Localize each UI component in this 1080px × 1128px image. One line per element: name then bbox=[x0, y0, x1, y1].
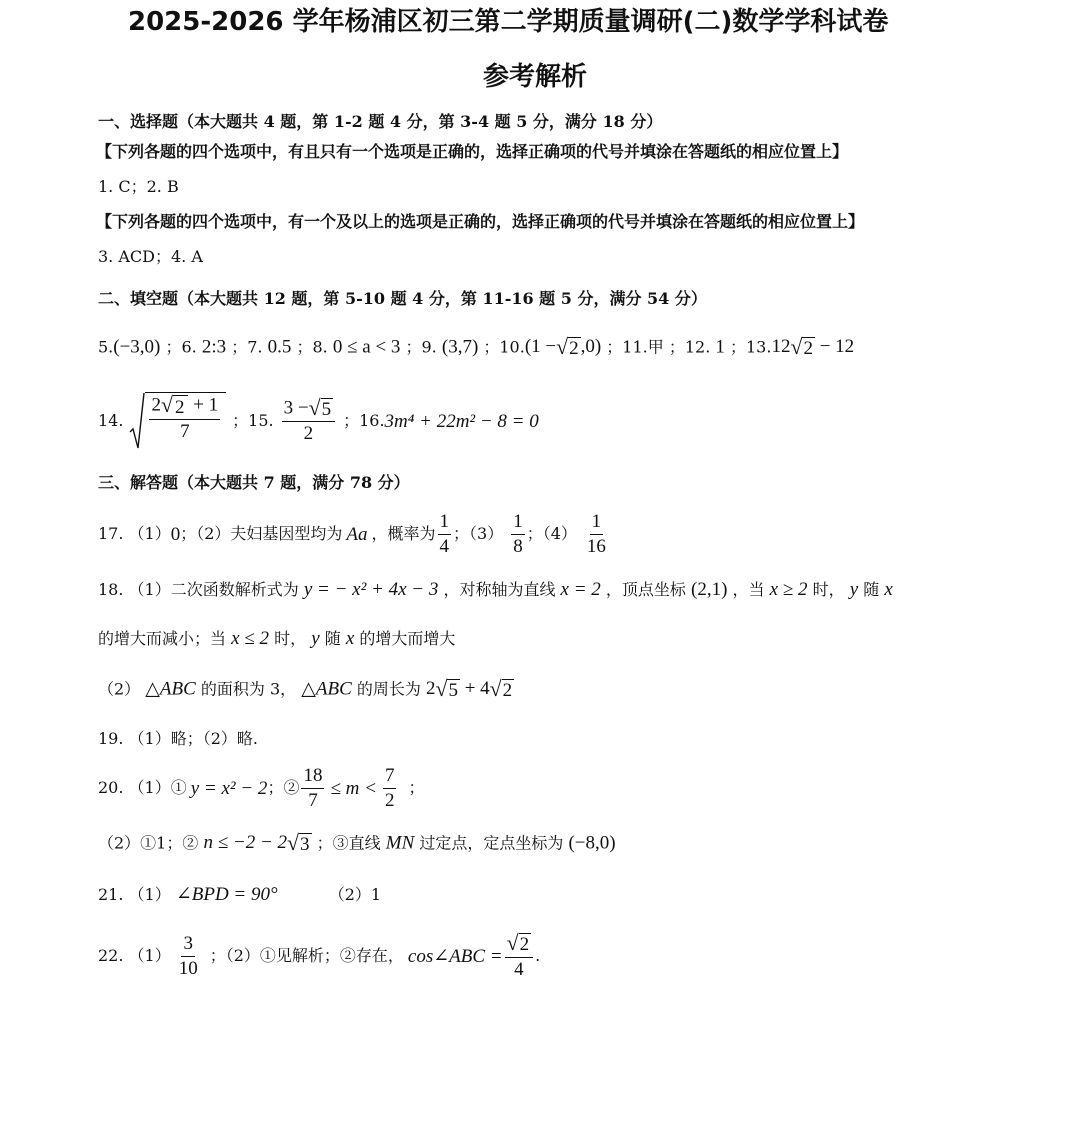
q18-sqrt1 bbox=[435, 679, 460, 701]
fill-blank-line1 bbox=[98, 337, 854, 359]
q16-answer: 3m⁴ + 22m² − 8 = 0 bbox=[384, 410, 539, 432]
q17-fraction1 bbox=[438, 512, 452, 557]
q12-answer: 1 bbox=[715, 336, 725, 358]
q14-numerator bbox=[149, 395, 220, 420]
q14-num-post: + 1 bbox=[188, 394, 219, 416]
q18-x2: x bbox=[345, 628, 355, 649]
q20-fixed-point: (−8,0) bbox=[568, 832, 616, 854]
q17-f2-num: 1 bbox=[511, 512, 525, 535]
radical-sign-icon: √ bbox=[506, 931, 519, 955]
q18-y1: y bbox=[849, 579, 859, 600]
q19-line: 19. （1）略；（2）略. bbox=[98, 729, 258, 748]
q14-num-coef: 2 bbox=[151, 394, 161, 416]
q22-text1: ；（2）①见解析；②存在， bbox=[209, 946, 404, 966]
q18-vertex: (2,1) bbox=[691, 579, 728, 600]
radical-sign-icon: √ bbox=[160, 393, 173, 417]
q6-label: ；6. bbox=[165, 337, 197, 357]
q20-radicand: 3 bbox=[300, 834, 310, 855]
page-subtitle: 参考解析 bbox=[483, 62, 588, 92]
q18-triangle1: △ABC bbox=[145, 678, 196, 700]
q22-f1-den: 10 bbox=[178, 957, 198, 979]
q20-f1-den: 7 bbox=[308, 789, 318, 811]
q7-label: ；7. bbox=[231, 337, 263, 357]
q15-sqrt bbox=[308, 395, 334, 420]
q20-part2-text1: ；③直线 bbox=[316, 833, 381, 853]
q14-label: 14. bbox=[98, 411, 124, 430]
q15-radicand: 5 bbox=[321, 398, 332, 420]
q18-perimeter bbox=[426, 678, 514, 699]
q11-label: ；11. bbox=[606, 337, 648, 357]
q13-answer bbox=[771, 336, 854, 357]
q18-text3: ，当 bbox=[732, 580, 765, 599]
q21-part2: （2）1 bbox=[328, 885, 382, 904]
q18-part2-text2: 的周长为 bbox=[356, 679, 421, 699]
q18-function: y = − x² + 4x − 3 bbox=[303, 579, 439, 600]
q22-line bbox=[98, 933, 540, 980]
q15-numerator bbox=[282, 395, 335, 423]
q17-fraction3 bbox=[585, 512, 608, 557]
q22-radicand: 2 bbox=[519, 934, 530, 955]
q9-label: ；9. bbox=[405, 337, 437, 357]
q18-line2-text4: 的增大而增大 bbox=[359, 629, 456, 648]
q20-label: 20. （1）① bbox=[98, 778, 187, 798]
q21-label: 21. （1） bbox=[98, 885, 171, 904]
q18-cond1: x ≥ 2 bbox=[769, 579, 808, 600]
q14-radicand bbox=[145, 392, 226, 450]
q20-line2 bbox=[98, 833, 616, 855]
section1-answers2: 3. ACD；4. A bbox=[98, 247, 203, 266]
q20-text2: ； bbox=[408, 778, 425, 798]
q18-text2: ，顶点坐标 bbox=[605, 580, 686, 599]
q17-f1-den: 4 bbox=[439, 535, 450, 557]
q18-perim-coef1: 2 bbox=[425, 678, 436, 700]
radical-sign-icon bbox=[129, 392, 145, 450]
q18-text1: ，对称轴为直线 bbox=[443, 580, 556, 599]
radical-sign-icon: √ bbox=[435, 677, 448, 701]
q21-line bbox=[98, 885, 381, 904]
q10-radicand: 2 bbox=[569, 338, 579, 359]
q17-f2-den: 8 bbox=[513, 535, 523, 557]
q20-f2-den: 2 bbox=[384, 789, 395, 811]
section2-heading: 二、填空题（本大题共 12 题，第 5-10 题 4 分，第 11-16 题 5 分，满分 54 分） bbox=[98, 289, 707, 308]
q20-sqrt bbox=[287, 833, 312, 855]
q18-radicand2: 2 bbox=[502, 680, 513, 701]
q18-text5: 随 bbox=[863, 580, 880, 599]
q13-pre: 12 bbox=[771, 336, 791, 358]
q20-expr2 bbox=[203, 832, 311, 853]
q12-label: ；12. bbox=[668, 337, 711, 357]
q10-pre: (1 − bbox=[524, 336, 557, 358]
page-title: 2025-2026 学年杨浦区初三第二学期质量调研(二)数学学科试卷 bbox=[128, 7, 889, 37]
q11-answer: 甲 bbox=[647, 337, 664, 357]
section1-note1: 【下列各题的四个选项中，有且只有一个选项是正确的，选择正确项的代号并填涂在答题纸的相应位置上】 bbox=[96, 142, 849, 161]
q15-denominator: 2 bbox=[303, 423, 314, 445]
q16-label: ；16. bbox=[343, 411, 385, 430]
q20-fraction1 bbox=[301, 766, 324, 811]
q20-fraction2 bbox=[383, 766, 397, 811]
q18-perim-coef2: + 4 bbox=[459, 678, 490, 700]
q20-f2-num: 7 bbox=[383, 766, 397, 789]
q5-label: 5. bbox=[98, 337, 114, 357]
q10-sqrt bbox=[556, 337, 581, 359]
q17-f3-num: 1 bbox=[590, 512, 604, 535]
q18-triangle2: △ABC bbox=[301, 678, 352, 700]
q22-cos: cos∠ABC = bbox=[407, 945, 503, 967]
q22-label: 22. （1） bbox=[98, 946, 171, 966]
q14-answer bbox=[129, 392, 226, 450]
q20-f1-num: 18 bbox=[301, 766, 324, 789]
section1-note2: 【下列各题的四个选项中，有一个及以上的选项是正确的，选择正确项的代号并填涂在答题纸的相应位置上】 bbox=[96, 212, 865, 231]
q13-radicand: 2 bbox=[803, 338, 813, 359]
q18-line2-text2: 时， bbox=[274, 629, 307, 648]
section1-heading: 一、选择题（本大题共 4 题，第 1-2 题 4 分，第 3-4 题 5 分，满分 18 分） bbox=[98, 112, 663, 131]
q14-inner-radicand: 2 bbox=[173, 395, 189, 417]
q20-part2-text2: 过定点，定点坐标为 bbox=[419, 833, 564, 853]
q18-x1: x bbox=[884, 579, 893, 600]
q14-inner-sqrt bbox=[161, 395, 189, 417]
q20-part2-label: （2）①1；② bbox=[98, 833, 199, 853]
q10-answer bbox=[525, 336, 601, 357]
q10-post: ,0) bbox=[580, 336, 602, 358]
radical-sign-icon: √ bbox=[308, 395, 321, 420]
q20-text1: ；② bbox=[267, 778, 300, 798]
q22-fraction2 bbox=[505, 933, 534, 980]
q18-text4: 时， bbox=[812, 580, 845, 599]
q10-label: ；10. bbox=[483, 337, 525, 357]
q13-label: ；13. bbox=[730, 337, 772, 357]
q22-fraction1 bbox=[177, 934, 200, 979]
q22-f2-num bbox=[505, 933, 534, 958]
q8-answer: 0 ≤ a < 3 bbox=[332, 336, 401, 358]
q18-line2-text3: 随 bbox=[324, 629, 341, 648]
q18-line1 bbox=[98, 580, 893, 599]
q15-answer bbox=[282, 395, 335, 445]
q22-sqrt bbox=[507, 933, 532, 955]
q17-f1-num: 1 bbox=[438, 512, 452, 535]
q20-inequality: ≤ m < bbox=[330, 777, 377, 799]
q20-expr1: y = x² − 2 bbox=[190, 777, 268, 799]
q17-part1-answer: 0 bbox=[170, 523, 181, 545]
q22-end: . bbox=[535, 946, 541, 966]
q14-denominator: 7 bbox=[180, 421, 190, 442]
q17-text4: ；（4） bbox=[526, 524, 577, 544]
q17-text2: ，概率为 bbox=[371, 524, 436, 544]
q18-axis: x = 2 bbox=[560, 579, 601, 600]
q17-fraction2 bbox=[511, 512, 525, 557]
radical-sign-icon: √ bbox=[287, 831, 300, 855]
q5-answer: (−3,0) bbox=[113, 336, 161, 358]
radical-sign-icon: √ bbox=[790, 335, 803, 359]
q17-label: 17. （1） bbox=[98, 524, 171, 544]
q13-post: − 12 bbox=[814, 336, 855, 358]
q18-line2 bbox=[98, 629, 455, 648]
q14-fraction bbox=[149, 395, 220, 442]
q17-genotype: Aa bbox=[346, 523, 368, 545]
q18-part2-label: （2） bbox=[98, 679, 141, 699]
q18-y2: y bbox=[311, 628, 320, 649]
q18-part2 bbox=[98, 679, 514, 701]
q18-part2-text1: 的面积为 3， bbox=[200, 679, 297, 699]
q18-line2-text1: 的增大而减小；当 bbox=[98, 629, 227, 648]
q22-f2-den: 4 bbox=[514, 958, 524, 980]
q20-line1 bbox=[98, 766, 424, 811]
radical-sign-icon: √ bbox=[556, 335, 569, 359]
radical-sign-icon: √ bbox=[489, 677, 502, 701]
q9-answer: (3,7) bbox=[441, 336, 479, 358]
q18-radicand1: 5 bbox=[448, 680, 458, 701]
q6-answer: 2:3 bbox=[201, 336, 227, 358]
q21-angle: ∠BPD = 90° bbox=[175, 884, 278, 905]
q22-f1-num: 3 bbox=[181, 934, 195, 957]
q17-f3-den: 16 bbox=[586, 535, 606, 557]
q13-sqrt bbox=[790, 337, 815, 359]
q18-label: 18. （1）二次函数解析式为 bbox=[98, 580, 299, 599]
q17-text1: ；（2）夫妇基因型均为 bbox=[180, 524, 343, 544]
q20-expr2-pre: n ≤ −2 − 2 bbox=[203, 832, 288, 854]
q7-answer: 0.5 bbox=[267, 336, 292, 358]
q8-label: ；8. bbox=[296, 337, 328, 357]
q15-label: ；15. bbox=[232, 411, 274, 430]
section1-answers1: 1. C；2. B bbox=[98, 177, 179, 196]
q17-text3: ；（3） bbox=[453, 524, 504, 544]
q17-line bbox=[98, 512, 610, 557]
q20-line-mn: MN bbox=[385, 832, 415, 854]
q18-cond2: x ≤ 2 bbox=[231, 628, 269, 649]
q18-sqrt2 bbox=[490, 679, 515, 701]
section3-heading: 三、解答题（本大题共 7 题，满分 78 分） bbox=[98, 473, 410, 492]
fill-blank-line2 bbox=[98, 392, 539, 450]
q15-num-pre: 3 − bbox=[283, 396, 309, 418]
